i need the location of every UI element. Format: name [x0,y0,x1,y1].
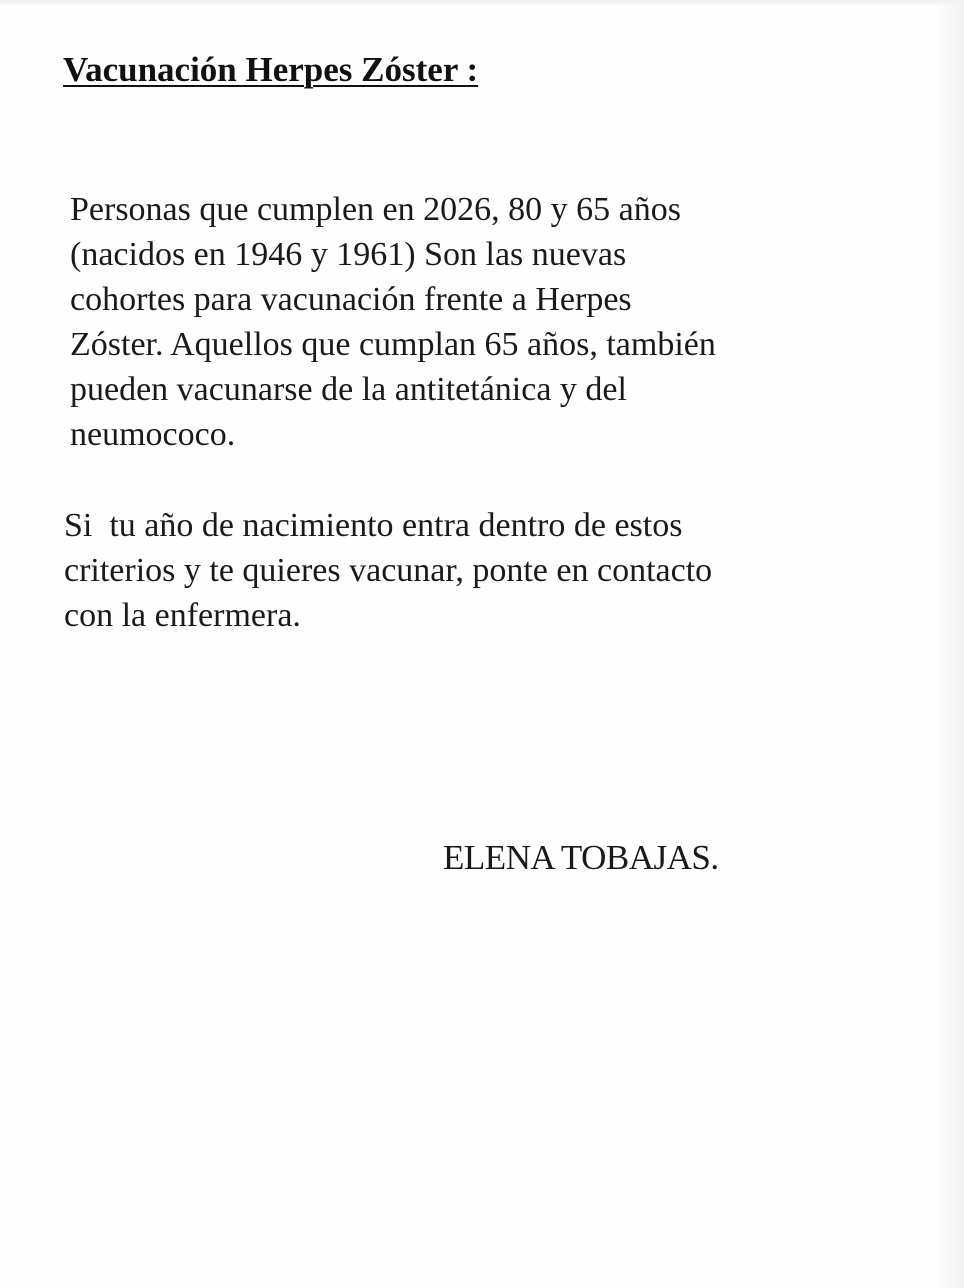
paragraph-line: pueden vacunarse de la antitetánica y del [70,371,627,408]
paragraph-line: cohortes para vacunación frente a Herpes [70,281,632,318]
paragraph-line: neumococo. [70,416,236,453]
paragraph-line: con la enfermera. [64,597,301,634]
page-top-shadow [0,0,964,6]
signature-name: ELENA TOBAJAS. [443,838,719,877]
paragraph-line: Si tu año de nacimiento entra dentro de estos [64,507,683,544]
paragraph-line: (nacidos en 1946 y 1961) Son las nuevas [70,236,627,273]
paragraph-line: criterios y te quieres vacunar, ponte en contacto [64,552,713,589]
paragraph-contact [64,503,712,638]
document-title: Vacunación Herpes Zóster : [63,50,479,89]
paragraph-line: Personas que cumplen en 2026, 80 y 65 años [70,191,681,228]
page-edge-shadow [936,0,964,1288]
paragraph-line: Zóster. Aquellos que cumplan 65 años, también [70,326,716,363]
paragraph-cohorts [70,187,716,457]
